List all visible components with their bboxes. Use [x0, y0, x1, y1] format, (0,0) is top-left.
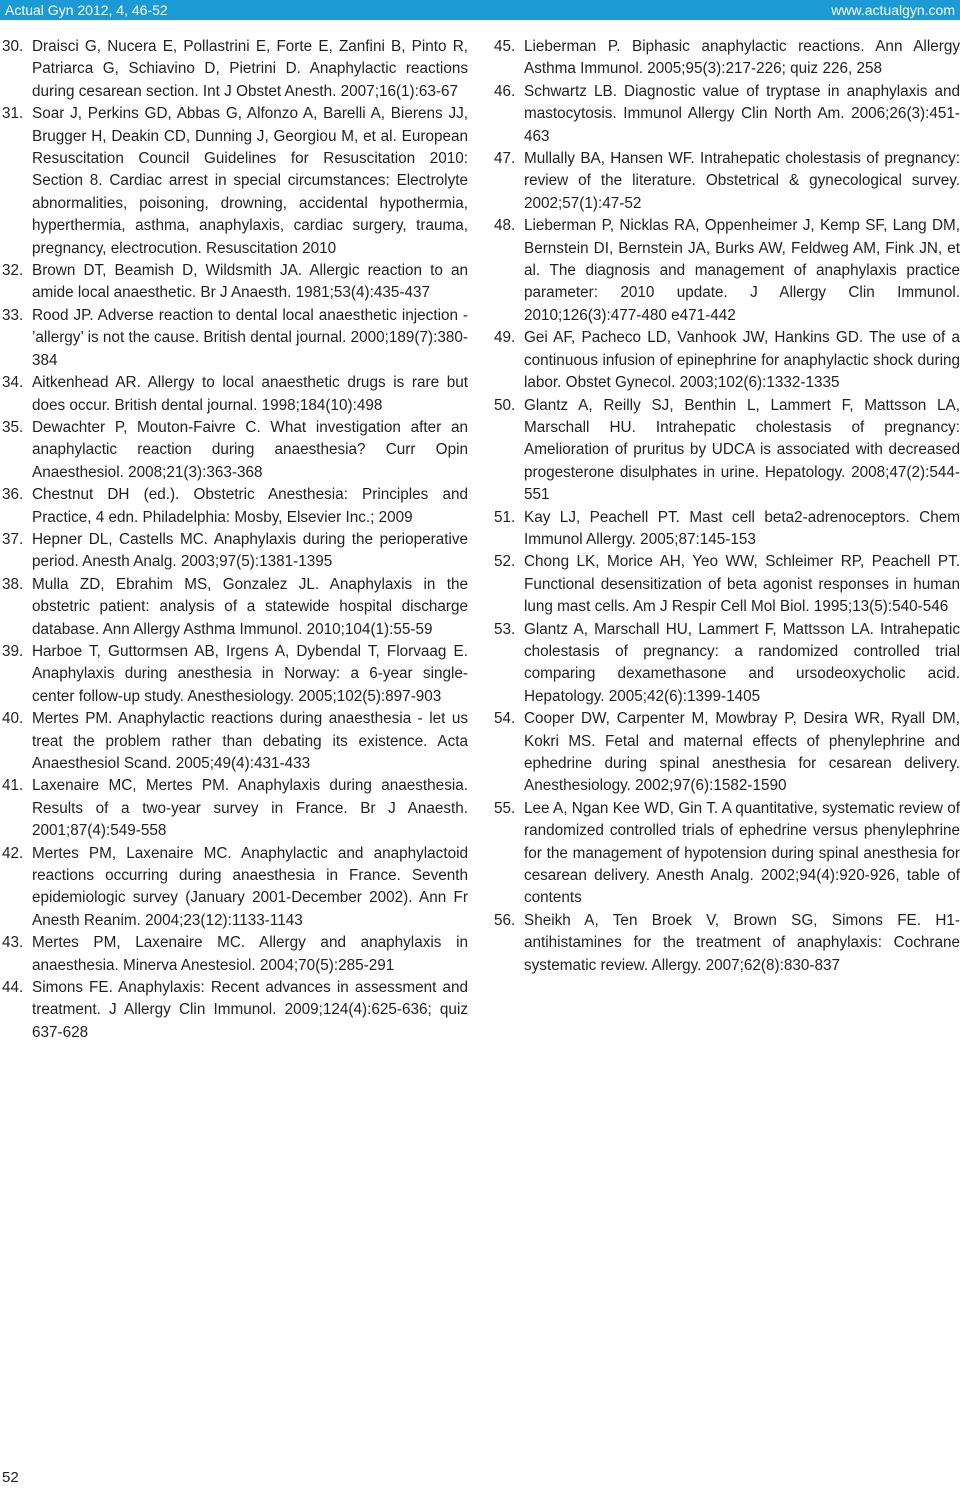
- reference-text: Mertes PM. Anaphylactic reactions during anaesthesia - let us treat the problem rather than debating its existence. Acta Anaesthesiol Scand. 2005;49(4):431-433: [32, 710, 468, 772]
- reference-number: 45.: [494, 38, 516, 55]
- journal-website-link[interactable]: www.actualgyn.com: [831, 2, 955, 18]
- reference-item: [494, 798, 960, 910]
- reference-number: 54.: [494, 710, 516, 728]
- reference-item: [494, 507, 960, 552]
- reference-text: Chong LK, Morice AH, Yeo WW, Schleimer RP, Peachell PT. Functional desensitization of beta agonist responses in human lung mast cells. Am J Respir Cell Mol Biol. 1995;13(5):540-546: [524, 553, 960, 616]
- reference-item: [2, 843, 468, 933]
- reference-text: Soar J, Perkins GD, Abbas G, Alfonzo A, Barelli A, Bierens JJ, Brugger H, Deakin CD, Dunning J, Georgiou M, et al. European Resuscitation Council Guidelines for Resuscitation 2010: Section 8. Cardiac arrest in special circumstances: Electrolyte abnormalities, poisoning, drowning, accidental hypothermia, hyperthermia, asthma, anaphylaxis, cardiac surgery, trauma, pregnancy, electrocution. Resuscitation 2010: [32, 105, 468, 257]
- reference-text: Aitkenhead AR. Allergy to local anaesthetic drugs is rare but does occur. British dental journal. 1998;184(10):498: [32, 374, 468, 414]
- reference-text: Lee A, Ngan Kee WD, Gin T. A quantitative, systematic review of randomized controlled trials of ephedrine versus phenylephrine for the management of hypotension during spinal anesthesia for cesarean delivery. Anesth Analg. 2002;94(4):920-926, table of contents: [524, 799, 960, 907]
- reference-number: 41.: [2, 777, 24, 795]
- reference-number: 50.: [494, 396, 516, 414]
- reference-item: [2, 305, 468, 372]
- reference-text: Mullally BA, Hansen WF. Intrahepatic cholestasis of pregnancy: review of the literature. Obstetrical & gynecological survey. 2002;57(1):47-52: [524, 150, 960, 212]
- reference-number: 53.: [494, 620, 516, 638]
- reference-text: Glantz A, Marschall HU, Lammert F, Mattsson LA. Intrahepatic cholestasis of pregnancy: a randomized controlled trial comparing dexamethasone and ursodeoxycholic acid. Hepatology. 2005;42(6):1399-1405: [524, 620, 960, 705]
- reference-item: [2, 484, 468, 529]
- reference-number: 32.: [2, 262, 24, 280]
- reference-text: Kay LJ, Peachell PT. Mast cell beta2-adrenoceptors. Chem Immunol Allergy. 2005;87:145-153: [524, 508, 960, 548]
- reference-text: Cooper DW, Carpenter M, Mowbray P, Desira WR, Ryall DM, Kokri MS. Fetal and maternal effects of phenylephrine and ephedrine during spinal anesthesia for cesarean delivery. Anesthesiology. 2002;97(6):1582-1590: [524, 710, 960, 795]
- reference-item: [494, 148, 960, 215]
- reference-text: Laxenaire MC, Mertes PM. Anaphylaxis during anaesthesia. Results of a two-year survey in France. Br J Anaesth. 2001;87(4):549-558: [32, 777, 468, 840]
- reference-number: 49.: [494, 329, 516, 347]
- reference-text: Mertes PM, Laxenaire MC. Anaphylactic and anaphylactoid reactions occurring during anaesthesia in France. Seventh epidemiologic survey (January 2001-December 2002). Ann Fr Anesth Reanim. 2004;23(12):1133-1143: [32, 844, 468, 929]
- reference-number: 47.: [494, 150, 516, 168]
- references-left-column: [2, 36, 468, 1044]
- reference-number: 43.: [2, 934, 24, 952]
- reference-text: Chestnut DH (ed.). Obstetric Anesthesia: Principles and Practice, 4 edn. Philadelphia: Mosby, Elsevier Inc.; 2009: [32, 486, 468, 526]
- reference-number: 40.: [2, 710, 24, 728]
- journal-citation: Actual Gyn 2012, 4, 46-52: [5, 2, 168, 18]
- reference-text: Gei AF, Pacheco LD, Vanhook JW, Hankins GD. The use of a continuous infusion of epinephrine for anaphylactic shock during labor. Obstet Gynecol. 2003;102(6):1332-1335: [524, 329, 960, 392]
- reference-number: 51.: [494, 508, 516, 526]
- reference-item: [2, 372, 468, 417]
- reference-number: 34.: [2, 374, 24, 392]
- reference-item: [494, 327, 960, 394]
- reference-item: [494, 395, 960, 507]
- reference-text: Brown DT, Beamish D, Wildsmith JA. Allergic reaction to an amide local anaesthetic. Br J Anaesth. 1981;53(4):435-437: [32, 262, 468, 302]
- reference-number: 55.: [494, 799, 516, 817]
- reference-item: [494, 36, 960, 81]
- reference-text: Draisci G, Nucera E, Pollastrini E, Forte E, Zanfini B, Pinto R, Patriarca G, Schiavino D, Pietrini D. Anaphylactic reactions during cesarean section. Int J Obstet Anesth. 2007;16(1):63-67: [32, 38, 468, 100]
- reference-text: Sheikh A, Ten Broek V, Brown SG, Simons FE. H1-antihistamines for the treatment of anaphylaxis: Cochrane systematic review. Allergy. 2007;62(8):830-837: [524, 911, 960, 974]
- reference-text: Rood JP. Adverse reaction to dental local anaesthetic injection - ’allergy’ is not the cause. British dental journal. 2000;189(7):380-384: [32, 306, 468, 369]
- reference-number: 46.: [494, 82, 516, 100]
- reference-text: Simons FE. Anaphylaxis: Recent advances in assessment and treatment. J Allergy Clin Immunol. 2009;124(4):625-636; quiz 637-628: [32, 979, 468, 1041]
- reference-number: 44.: [2, 979, 24, 997]
- reference-text: Mertes PM, Laxenaire MC. Allergy and anaphylaxis in anaesthesia. Minerva Anestesiol. 2004;70(5):285-291: [32, 934, 468, 974]
- reference-number: 30.: [2, 38, 24, 55]
- reference-number: 37.: [2, 530, 24, 548]
- reference-number: 56.: [494, 911, 516, 929]
- reference-item: [2, 977, 468, 1044]
- reference-item: [2, 932, 468, 977]
- reference-text: Schwartz LB. Diagnostic value of tryptase in anaphylaxis and mastocytosis. Immunol Allergy Clin North Am. 2006;26(3):451-463: [524, 82, 960, 145]
- reference-number: 42.: [2, 844, 24, 862]
- reference-number: 39.: [2, 642, 24, 660]
- reference-text: Lieberman P. Biphasic anaphylactic reactions. Ann Allergy Asthma Immunol. 2005;95(3):217-226; quiz 226, 258: [524, 38, 960, 78]
- reference-item: [2, 529, 468, 574]
- reference-item: [494, 215, 960, 327]
- reference-item: [2, 641, 468, 708]
- reference-item: [494, 910, 960, 977]
- reference-item: [2, 103, 468, 260]
- reference-number: 31.: [2, 105, 24, 123]
- reference-item: [2, 36, 468, 103]
- reference-item: [2, 417, 468, 484]
- reference-item: [494, 708, 960, 798]
- reference-text: Hepner DL, Castells MC. Anaphylaxis during the perioperative period. Anesth Analg. 2003;97(5):1381-1395: [32, 530, 468, 571]
- reference-item: [2, 708, 468, 775]
- reference-text: Dewachter P, Mouton-Faivre C. What investigation after an anaphylactic reaction during anaesthesia? Curr Opin Anaesthesiol. 2008;21(3):363-368: [32, 418, 468, 481]
- reference-number: 33.: [2, 306, 24, 324]
- reference-item: [494, 81, 960, 148]
- reference-text: Harboe T, Guttormsen AB, Irgens A, Dybendal T, Florvaag E. Anaphylaxis during anesthesia in Norway: a 6-year single-center follow-up study. Anesthesiology. 2005;102(5):897-903: [32, 642, 468, 705]
- reference-number: 35.: [2, 418, 24, 436]
- page-number: 52: [2, 1469, 19, 1486]
- reference-number: 38.: [2, 575, 24, 593]
- page-header-bar: [0, 0, 960, 20]
- reference-item: [494, 619, 960, 709]
- reference-item: [2, 574, 468, 641]
- reference-text: Mulla ZD, Ebrahim MS, Gonzalez JL. Anaphylaxis in the obstetric patient: analysis of a statewide hospital discharge database. Ann Allergy Asthma Immunol. 2010;104(1):55-59: [32, 575, 468, 638]
- reference-item: [494, 551, 960, 618]
- reference-item: [2, 775, 468, 842]
- reference-number: 48.: [494, 217, 516, 235]
- reference-item: [2, 260, 468, 305]
- references-right-column: [494, 36, 960, 977]
- reference-text: Glantz A, Reilly SJ, Benthin L, Lammert F, Mattsson LA, Marschall HU. Intrahepatic cholestasis of pregnancy: Amelioration of pruritus by UDCA is associated with decreased progesterone disulphates in urine. Hepatology. 2008;47(2):544-551: [524, 396, 960, 504]
- reference-number: 36.: [2, 486, 24, 504]
- reference-number: 52.: [494, 553, 516, 571]
- reference-text: Lieberman P, Nicklas RA, Oppenheimer J, Kemp SF, Lang DM, Bernstein DI, Bernstein JA, Burks AW, Feldweg AM, Fink JN, et al. The diagnosis and management of anaphylaxis practice parameter: 2010 update. J Allergy Clin Immunol. 2010;126(3):477-480 e471-442: [524, 217, 960, 324]
